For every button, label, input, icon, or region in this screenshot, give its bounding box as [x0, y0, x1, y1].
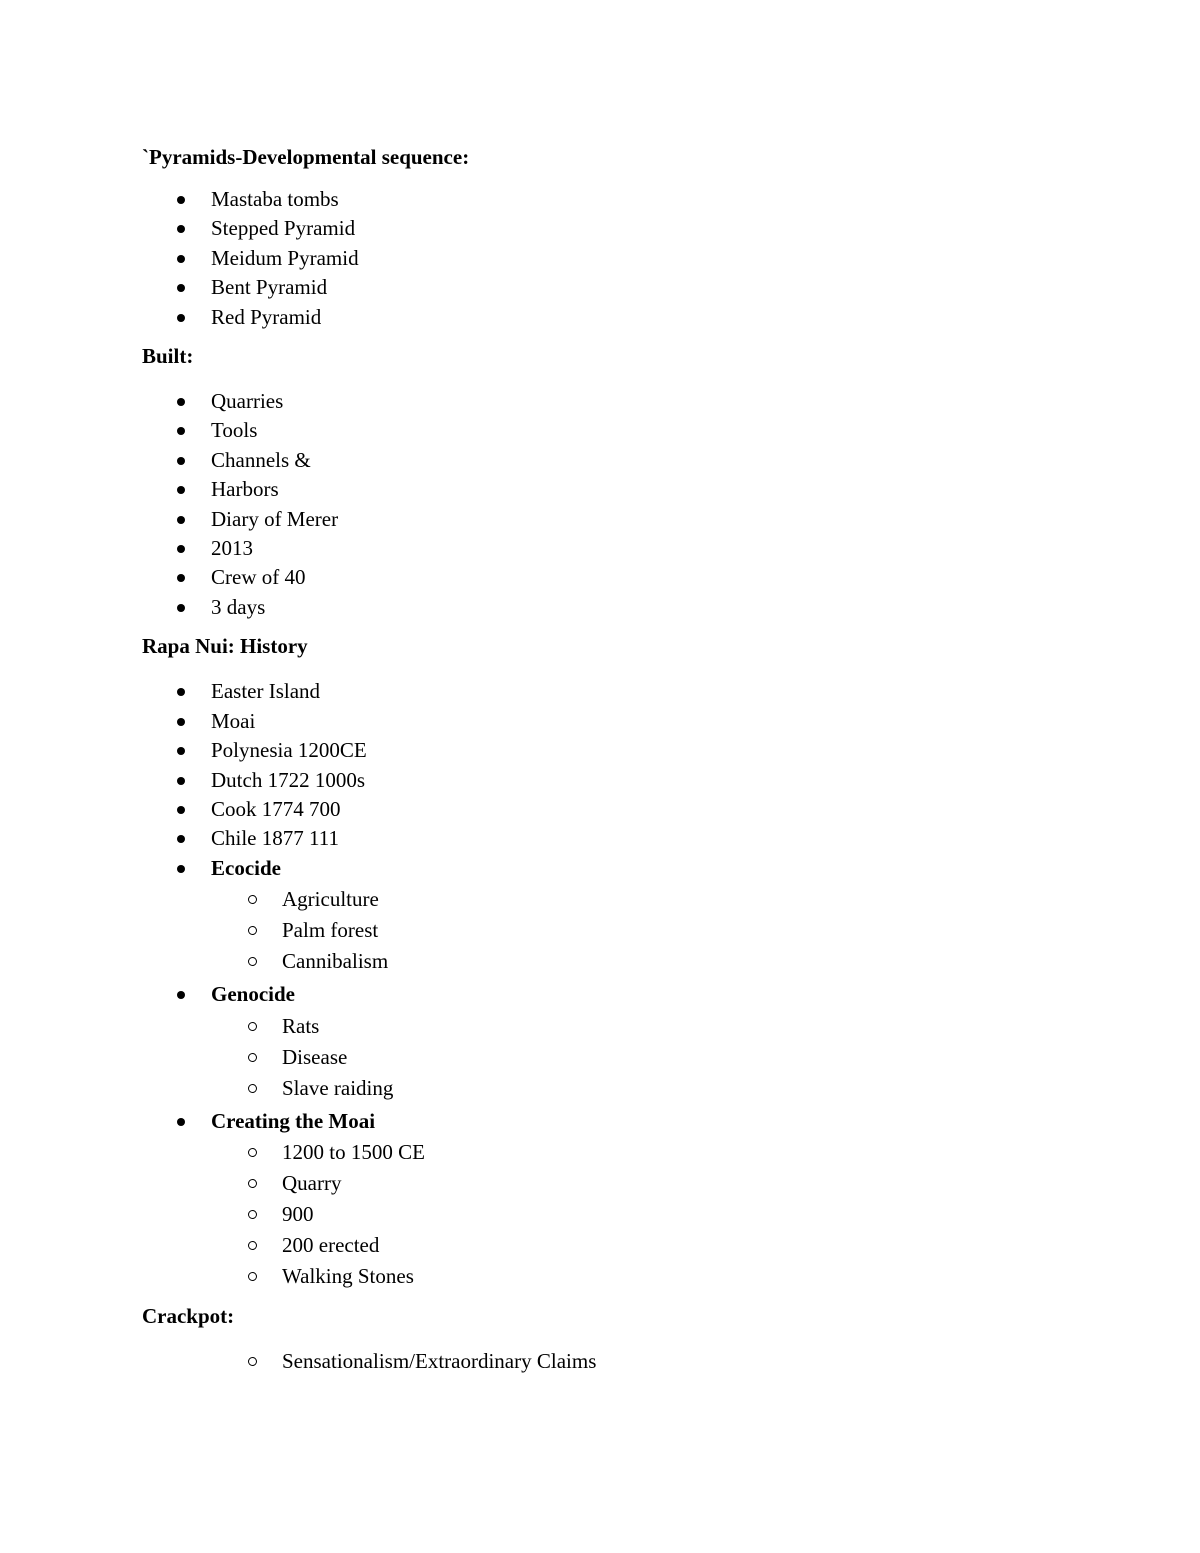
list-item: Quarries	[142, 387, 1042, 416]
bullet-dot-icon	[177, 427, 185, 435]
list-item: Cook 1774 700	[142, 795, 1042, 824]
sub-list-container	[211, 1346, 1042, 1377]
sub-list	[142, 1137, 1042, 1292]
list-item: Dutch 1722 1000s	[142, 766, 1042, 795]
list-item: Bent Pyramid	[142, 273, 1042, 302]
list-item: Tools	[142, 416, 1042, 445]
section-heading: Rapa Nui: History	[142, 634, 308, 659]
sub-list-item: Sensationalism/Extraordinary Claims	[142, 1346, 1042, 1377]
list-item: 2013	[142, 534, 1042, 563]
sub-list-item: Slave raiding	[142, 1073, 1042, 1104]
bullet-list	[142, 185, 1042, 332]
bullet-dot-icon	[177, 196, 185, 204]
sub-list	[142, 884, 1042, 977]
bullet-dot-icon	[177, 255, 185, 263]
list-item: Diary of Merer	[142, 505, 1042, 534]
list-item: Chile 1877 111	[142, 824, 1042, 853]
bullet-dot-icon	[177, 688, 185, 696]
bullet-dot-icon	[177, 225, 185, 233]
section-rapa-nui	[142, 632, 1042, 1292]
hollow-circle-bullet-icon	[248, 895, 257, 904]
section-heading: Crackpot:	[142, 1303, 235, 1328]
bullet-dot-icon	[177, 604, 185, 612]
bullet-dot-icon	[177, 516, 185, 524]
bullet-list	[142, 1346, 1042, 1377]
bullet-dot-icon	[177, 835, 185, 843]
bullet-dot-icon	[177, 314, 185, 322]
sub-list-item: Quarry	[142, 1168, 1042, 1199]
bullet-dot-icon	[177, 398, 185, 406]
bullet-list	[142, 677, 1042, 1292]
bullet-dot-icon	[177, 545, 185, 553]
sub-list	[142, 1011, 1042, 1104]
bullet-list	[142, 387, 1042, 622]
bullet-dot-icon	[177, 457, 185, 465]
list-item: Moai	[142, 707, 1042, 736]
list-item: Meidum Pyramid	[142, 244, 1042, 273]
sub-list	[142, 1346, 1042, 1377]
hollow-circle-bullet-icon	[248, 1084, 257, 1093]
hollow-circle-bullet-icon	[248, 1241, 257, 1250]
sub-list-container	[142, 1137, 1042, 1292]
hollow-circle-bullet-icon	[248, 1357, 257, 1366]
hollow-circle-bullet-icon	[248, 1179, 257, 1188]
hollow-circle-bullet-icon	[248, 1148, 257, 1157]
section-built	[142, 342, 1042, 622]
list-item: Stepped Pyramid	[142, 214, 1042, 243]
hollow-circle-bullet-icon	[248, 1210, 257, 1219]
sub-list-item: 900	[142, 1199, 1042, 1230]
bullet-dot-icon	[177, 777, 185, 785]
list-item-group: Creating the Moai	[142, 1107, 1042, 1136]
sub-list-item: 1200 to 1500 CE	[142, 1137, 1042, 1168]
list-item-group: Ecocide	[142, 854, 1042, 883]
sub-list-item: 200 erected	[142, 1230, 1042, 1261]
section-heading: Built:	[142, 344, 194, 369]
list-item: 3 days	[142, 593, 1042, 622]
list-item: Red Pyramid	[142, 303, 1042, 332]
document-page	[142, 143, 1042, 1387]
list-item: Easter Island	[142, 677, 1042, 706]
list-item: Polynesia 1200CE	[142, 736, 1042, 765]
hollow-circle-bullet-icon	[248, 926, 257, 935]
bullet-dot-icon	[177, 718, 185, 726]
list-item-group: Genocide	[142, 980, 1042, 1009]
list-item: Crew of 40	[142, 563, 1042, 592]
hollow-circle-bullet-icon	[248, 1053, 257, 1062]
sub-list-item: Palm forest	[142, 915, 1042, 946]
sub-list-item: Agriculture	[142, 884, 1042, 915]
list-item: Mastaba tombs	[142, 185, 1042, 214]
bullet-dot-icon	[177, 991, 185, 999]
hollow-circle-bullet-icon	[248, 957, 257, 966]
bullet-dot-icon	[177, 747, 185, 755]
list-item: Harbors	[142, 475, 1042, 504]
sub-list-item: Rats	[142, 1011, 1042, 1042]
bullet-dot-icon	[177, 865, 185, 873]
list-item: Channels &	[142, 446, 1042, 475]
sub-list-item: Walking Stones	[142, 1261, 1042, 1292]
section-pyramids	[142, 143, 1042, 332]
bullet-dot-icon	[177, 486, 185, 494]
hollow-circle-bullet-icon	[248, 1272, 257, 1281]
sub-list-container	[142, 1011, 1042, 1104]
section-heading: `Pyramids-Developmental sequence:	[142, 145, 470, 169]
sub-list-item: Cannibalism	[142, 946, 1042, 977]
section-crackpot	[142, 1302, 1042, 1377]
bullet-dot-icon	[177, 284, 185, 292]
bullet-dot-icon	[177, 1118, 185, 1126]
sub-list-item: Disease	[142, 1042, 1042, 1073]
sub-list-container	[142, 884, 1042, 977]
bullet-dot-icon	[177, 806, 185, 814]
bullet-dot-icon	[177, 574, 185, 582]
hollow-circle-bullet-icon	[248, 1022, 257, 1031]
